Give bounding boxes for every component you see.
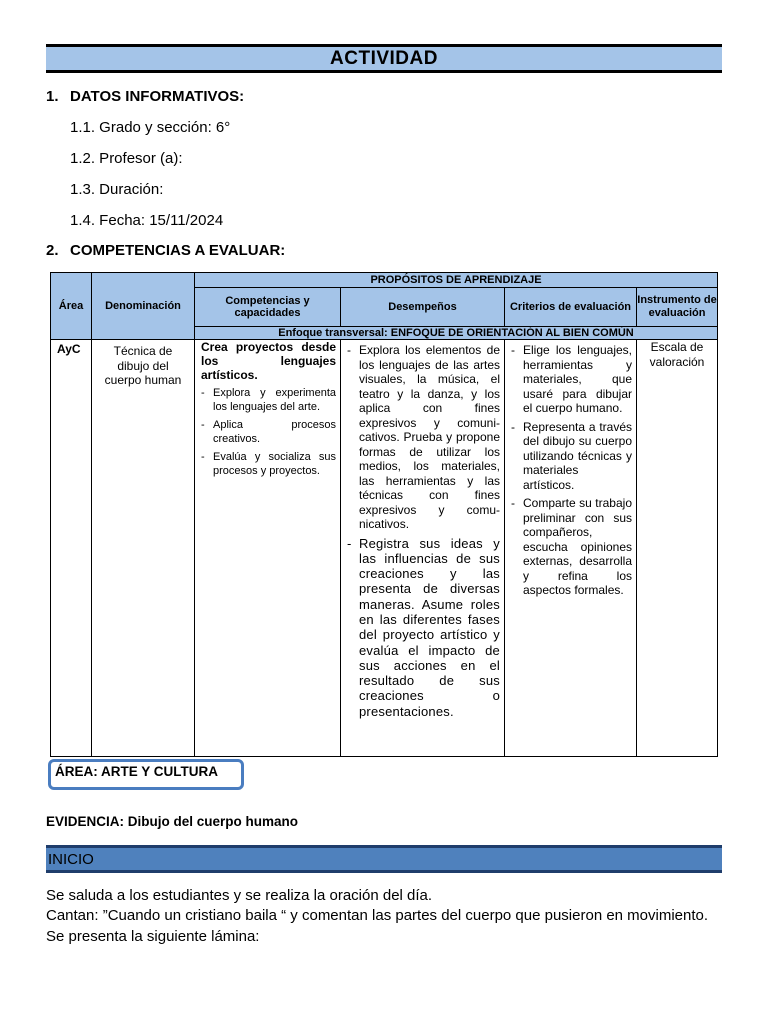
cell-instrumento: Escala de valoración <box>637 340 718 757</box>
inicio-section-bar <box>46 845 722 873</box>
area-label-box <box>48 759 244 790</box>
header-desempenos: Desempeños <box>341 288 505 327</box>
inicio-title: INICIO <box>48 851 94 868</box>
header-denominacion: Denominación <box>92 273 195 340</box>
section-1-title: DATOS INFORMATIVOS: <box>70 88 245 105</box>
page-title: ACTIVIDAD <box>330 47 438 69</box>
list-item: - Representa a través del dibujo su cuerpo utilizando técnicas y materiales artísticos. <box>511 420 632 493</box>
section-1-heading <box>46 88 244 105</box>
section-2-title: COMPETENCIAS A EVALUAR: <box>70 242 286 259</box>
list-item: - Explora y experimenta los lenguajes del arte. <box>201 386 336 414</box>
section-1-number: 1. <box>46 88 59 105</box>
list-item: - Explora los elementos de los lenguajes de las artes visuales, la música, el teatro y la danza, y los aplica con fines expresivos y comuni-cativos. Prueba y propone formas de utilizar los medios, los materiales, las herramientas y las técnicas con fines expresivos y comu-nicativos. <box>347 343 500 532</box>
list-item: - Registra sus ideas y las influencias de sus creaciones y las presenta de diversas maneras. Asume roles en las diferentes fases del proyecto artístico y evalúa el impacto de sus acciones en el resultado de sus creaciones o presentaciones. <box>347 536 500 720</box>
list-item: - Elige los lenguajes, herramientas y materiales, que usaré para dibujar el cuerpo humano. <box>511 343 632 416</box>
cell-desempenos <box>341 340 505 757</box>
info-profesor: 1.2. Profesor (a): <box>70 150 183 167</box>
header-criterios: Criterios de evaluación <box>505 288 637 327</box>
info-grado: 1.1. Grado y sección: 6° <box>70 119 231 136</box>
cell-criterios <box>505 340 637 757</box>
paragraph-lamina: Se presenta la siguiente lámina: <box>46 928 260 945</box>
evidencia-label: EVIDENCIA: Dibujo del cuerpo humano <box>46 814 299 829</box>
header-instrumento: Instrumento de evaluación <box>637 288 718 327</box>
area-label: ÁREA: ARTE Y CULTURA <box>55 764 219 779</box>
header-area: Área <box>51 273 92 340</box>
header-competencias: Competencias y capacidades <box>195 288 341 327</box>
paragraph-saludo: Se saluda a los estudiantes y se realiza la oración del día. <box>46 887 433 904</box>
list-item: - Comparte su trabajo preliminar con sus compañeros, escucha opiniones externas, desarrolla y refina los aspectos formales. <box>511 496 632 598</box>
list-item: - Evalúa y socializa sus procesos y proyectos. <box>201 450 336 478</box>
paragraph-cantan: Cantan: ”Cuando un cristiano baila “ y comentan las partes del cuerpo que pusieron en movimiento. <box>46 907 709 924</box>
section-2-number: 2. <box>46 242 59 259</box>
section-2-heading <box>46 242 285 259</box>
activity-title-bar <box>46 44 722 73</box>
competencias-table <box>50 272 718 757</box>
criterios-list <box>511 343 632 598</box>
cell-area: AyC <box>51 340 92 757</box>
header-enfoque: Enfoque transversal: ENFOQUE DE ORIENTACIÓN AL BIEN COMÚN <box>195 327 718 340</box>
list-item: - Aplica procesos creativos. <box>201 418 336 446</box>
info-fecha: 1.4. Fecha: 15/11/2024 <box>70 212 224 229</box>
desempenos-list <box>347 343 500 719</box>
capacidades-list <box>201 386 336 478</box>
table-row <box>51 340 718 757</box>
cell-denominacion: Técnica de dibujo del cuerpo human <box>92 340 195 757</box>
header-propositos: PROPÓSITOS DE APRENDIZAJE <box>195 273 718 288</box>
cell-competencias <box>195 340 341 757</box>
info-duracion: 1.3. Duración: <box>70 181 164 198</box>
competencia-title: Crea proyectos desde los lenguajes artísticos. <box>201 340 336 382</box>
